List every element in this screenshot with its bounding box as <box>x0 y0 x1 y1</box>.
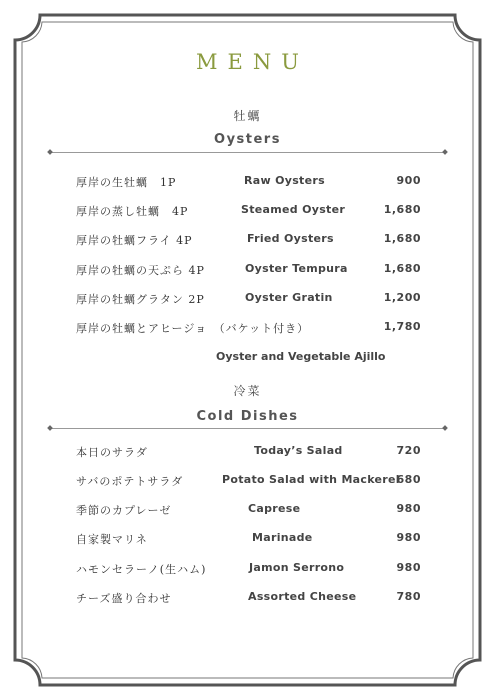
section-title-jp: 冷菜 <box>233 384 262 398</box>
item-name-en: Raw Oysters <box>244 174 325 187</box>
item-price: 1,680 <box>383 232 421 245</box>
item-price: 980 <box>396 502 421 515</box>
item-name-en: Potato Salad with Mackerel <box>222 473 400 486</box>
item-price: 1,780 <box>383 320 421 333</box>
item-name-en: Fried Oysters <box>247 232 334 245</box>
menu-item <box>0 444 495 460</box>
menu-item <box>0 320 495 336</box>
section-title-en: Cold Dishes <box>196 409 299 424</box>
item-price: 900 <box>396 174 421 187</box>
menu-item <box>0 531 495 547</box>
item-price: 980 <box>396 561 421 574</box>
item-name-jp: 厚岸の牡蠣の天ぷら 4P <box>76 264 205 277</box>
item-price: 1,680 <box>383 262 421 275</box>
item-price: 1,680 <box>383 203 421 216</box>
item-name-jp: サバのポテトサラダ <box>76 475 184 488</box>
item-name-en: Marinade <box>252 531 313 544</box>
menu-item <box>0 502 495 518</box>
item-name-jp: 季節のカプレーゼ <box>76 504 172 517</box>
menu-item <box>0 291 495 307</box>
section-divider <box>50 428 445 429</box>
item-name-en: Oyster Tempura <box>245 262 348 275</box>
item-name-en: Caprese <box>248 502 301 515</box>
item-name-jp: ハモンセラーノ(生ハム) <box>76 563 207 576</box>
item-price: 1,200 <box>383 291 421 304</box>
menu-item <box>0 174 495 190</box>
menu-item <box>0 262 495 278</box>
item-name-jp: 厚岸の蒸し牡蠣 4P <box>76 205 189 218</box>
item-name-jp: 本日のサラダ <box>76 446 148 459</box>
item-name-jp: 厚岸の牡蠣とアヒージョ （バケット付き） <box>76 322 310 335</box>
item-price: 720 <box>396 444 421 457</box>
item-name-en: Steamed Oyster <box>241 203 346 216</box>
item-name-en: Jamon Serrono <box>249 561 345 574</box>
menu-item <box>0 473 495 489</box>
item-name-en: Oyster and Vegetable Ajillo <box>216 350 386 363</box>
section-title-en: Oysters <box>214 132 281 147</box>
item-name-en: Today’s Salad <box>254 444 343 457</box>
menu-item <box>0 561 495 577</box>
menu-title: MENU <box>196 50 309 74</box>
item-name-jp: 厚岸の牡蠣グラタン 2P <box>76 293 205 306</box>
item-price: 780 <box>396 590 421 603</box>
item-name-jp: 厚岸の生牡蠣 1P <box>76 176 177 189</box>
menu-item <box>0 203 495 219</box>
menu-item <box>0 590 495 606</box>
section-divider <box>50 152 445 153</box>
item-name-jp: 厚岸の牡蠣フライ 4P <box>76 234 193 247</box>
item-price: 680 <box>396 473 421 486</box>
item-price: 980 <box>396 531 421 544</box>
menu-item <box>0 232 495 248</box>
item-name-en: Assorted Cheese <box>248 590 357 603</box>
section-title-jp: 牡蠣 <box>233 109 262 123</box>
item-name-en: Oyster Gratin <box>245 291 333 304</box>
item-name-jp: チーズ盛り合わせ <box>76 592 172 605</box>
item-name-jp: 自家製マリネ <box>76 533 148 546</box>
